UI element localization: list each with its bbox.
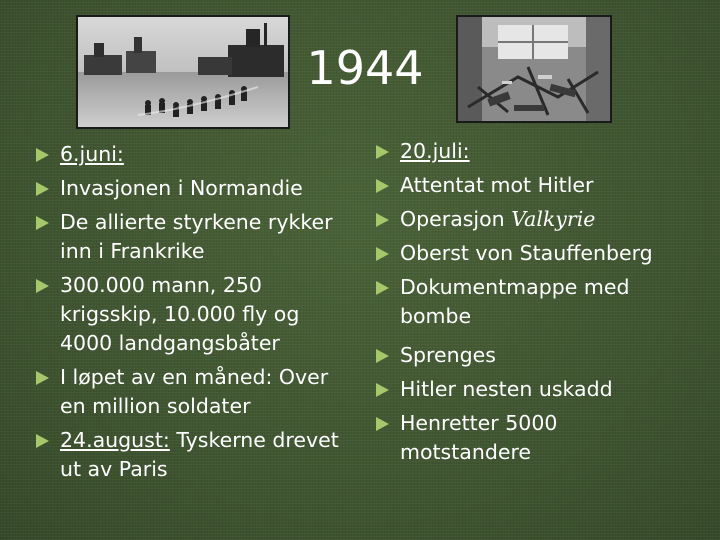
date-label: 6.juni: bbox=[60, 142, 124, 166]
item-text: Hitler nesten uskadd bbox=[400, 377, 613, 401]
list-item bbox=[36, 426, 356, 484]
item-text-line: bombe bbox=[400, 304, 472, 328]
bombed-room-photo bbox=[456, 15, 612, 123]
bullet-arrow-icon bbox=[36, 216, 49, 230]
bullet-arrow-icon bbox=[36, 279, 49, 293]
item-text-line: en million soldater bbox=[60, 394, 251, 418]
bullet-arrow-icon bbox=[36, 371, 49, 385]
item-text-line: krigsskip, 10.000 fly og bbox=[60, 302, 300, 326]
bullet-arrow-icon bbox=[376, 179, 389, 193]
list-item bbox=[376, 375, 676, 404]
item-text: Tyskerne drevet bbox=[169, 428, 339, 452]
bullet-arrow-icon bbox=[376, 383, 389, 397]
date-label: 20.juli: bbox=[400, 139, 470, 163]
list-item bbox=[376, 239, 676, 268]
bullet-arrow-icon bbox=[36, 148, 49, 162]
item-text: Operasjon bbox=[400, 207, 512, 231]
landing-craft-photo bbox=[76, 15, 290, 129]
item-text-line: Dokumentmappe med bbox=[400, 275, 630, 299]
bullet-arrow-icon bbox=[376, 281, 389, 295]
list-item bbox=[36, 140, 356, 169]
item-text: Invasjonen i Normandie bbox=[60, 176, 303, 200]
list-item bbox=[376, 171, 676, 200]
item-text-line: De allierte styrkene rykker bbox=[60, 210, 333, 234]
item-text-line: 4000 landgangsbåter bbox=[60, 331, 280, 355]
list-item bbox=[36, 363, 356, 421]
list-item bbox=[376, 409, 676, 467]
bullet-arrow-icon bbox=[36, 182, 49, 196]
item-text-line: Henretter 5000 bbox=[400, 411, 558, 435]
item-text: Oberst von Stauffenberg bbox=[400, 241, 653, 265]
item-italic-text: Valkyrie bbox=[511, 207, 596, 231]
list-item bbox=[36, 271, 356, 358]
item-text-line: 300.000 mann, 250 bbox=[60, 273, 262, 297]
list-item bbox=[36, 174, 356, 203]
bullet-arrow-icon bbox=[376, 145, 389, 159]
item-text: Sprenges bbox=[400, 343, 496, 367]
list-item bbox=[376, 137, 676, 166]
bullet-arrow-icon bbox=[36, 434, 49, 448]
list-item bbox=[376, 341, 676, 370]
list-item bbox=[376, 273, 676, 331]
list-item bbox=[36, 208, 356, 266]
bullet-arrow-icon bbox=[376, 247, 389, 261]
bullet-arrow-icon bbox=[376, 417, 389, 431]
item-text-line: ut av Paris bbox=[60, 457, 168, 481]
bullet-arrow-icon bbox=[376, 349, 389, 363]
list-item bbox=[376, 205, 676, 234]
item-text-line: inn i Frankrike bbox=[60, 239, 205, 263]
item-text-line: I løpet av en måned: Over bbox=[60, 365, 329, 389]
left-bullet-list bbox=[36, 135, 356, 484]
item-text: Attentat mot Hitler bbox=[400, 173, 594, 197]
item-text-line: motstandere bbox=[400, 440, 532, 464]
right-bullet-list bbox=[376, 132, 676, 467]
bullet-arrow-icon bbox=[376, 213, 389, 227]
slide-title: 1944 bbox=[306, 41, 424, 95]
date-label: 24.august: bbox=[60, 428, 170, 452]
